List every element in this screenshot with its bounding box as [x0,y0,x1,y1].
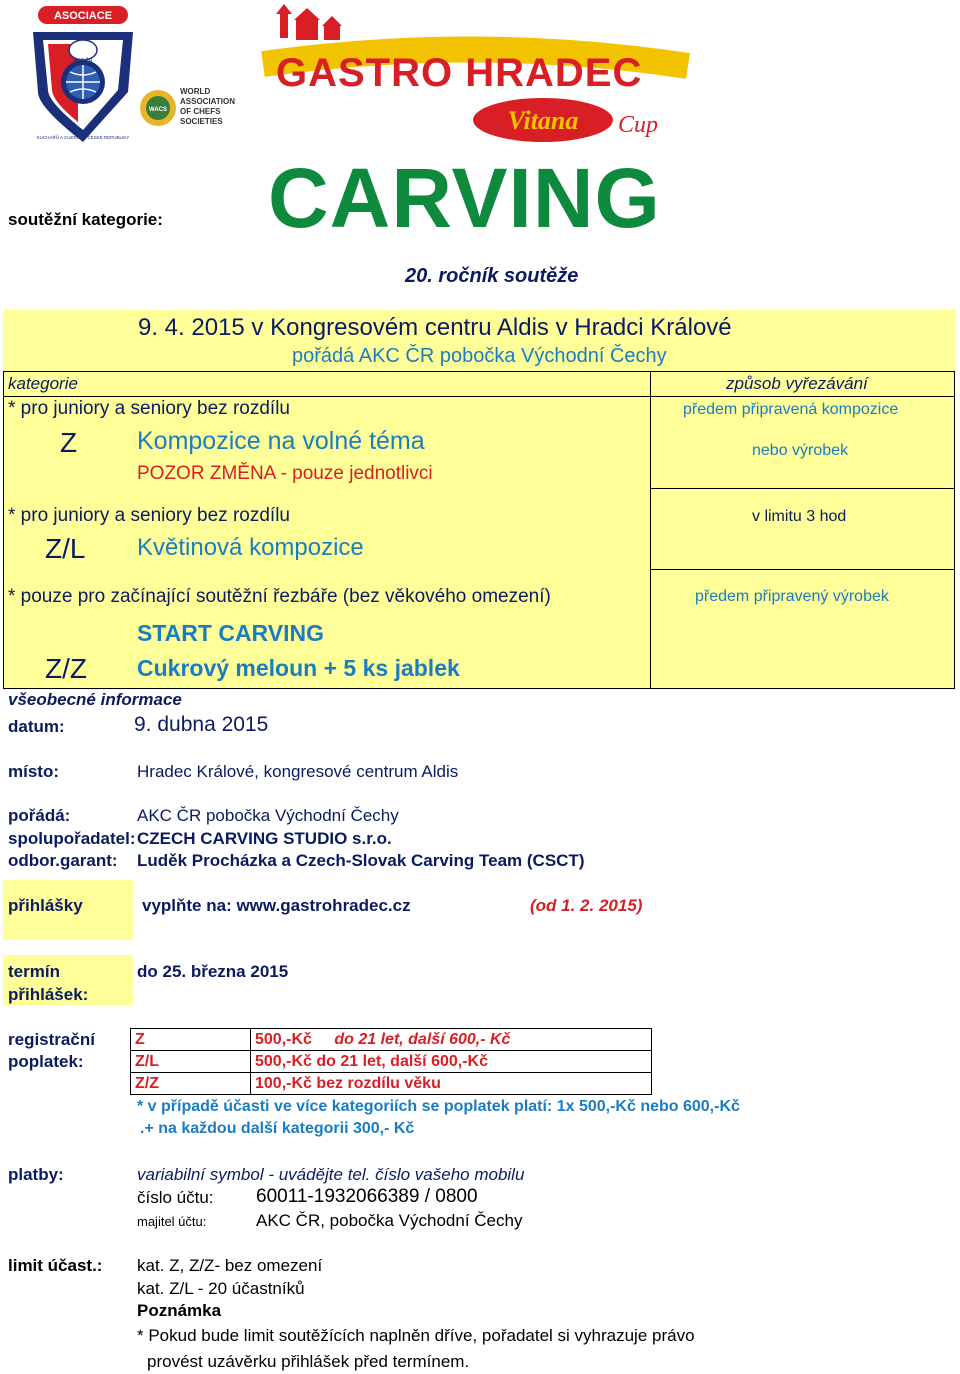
organizer-line: pořádá AKC ČR pobočka Východní Čechy [292,345,667,367]
column-header-method: způsob vyřezávání [726,374,868,393]
row-z-note: POZOR ZMĚNA - pouze jednotlivci [137,463,433,484]
place-label: místo: [8,762,59,781]
page-title: CARVING [268,151,661,245]
owner-label: majitel účtu: [137,1214,207,1229]
category-label: soutěžní kategorie: [8,210,163,229]
wacs-name-2: ASSOCIATION [180,97,235,106]
guarantor-value: Luděk Procházka a Czech-Slovak Carving Team (CSCT) [137,851,585,870]
fee-note-2: .+ na každou další kategorii 300,- Kč [140,1120,415,1137]
payment-label: platby: [8,1165,64,1184]
deadline-label-1: termín [8,962,60,981]
fee-label-1: registrační [8,1030,95,1049]
wacs-name-3: OF CHEFS [180,107,221,116]
row-z-method-2: nebo výrobek [752,442,849,459]
organizer-value: AKC ČR pobočka Východní Čechy [137,806,399,825]
limit-2: kat. Z/L - 20 účastníků [137,1279,305,1298]
row-zl-code: Z/L [45,533,86,564]
note-2: provést uzávěrku přihlášek před termínem. [147,1352,470,1371]
date-label: datum: [8,717,65,736]
wacs-short-text: WACS [149,107,167,113]
fee-note-1: * v případě účasti ve více kategoriích se poplatek platí: 1x 500,-Kč nebo 600,-Kč [137,1098,740,1115]
row-zz-name-2: Cukrový meloun + 5 ks jablek [137,655,460,681]
coorganizer-value: CZECH CARVING STUDIO s.r.o. [137,829,392,848]
deadline-label-2: přihlášek: [8,985,89,1004]
fee-code: Z/Z [131,1073,251,1095]
guarantor-label: odbor.garant: [8,851,118,870]
limit-1: kat. Z, Z/Z- bez omezení [137,1256,323,1275]
cup-text: Cup [618,112,659,138]
row-z-intro: * pro juniory a seniory bez rozdílu [8,398,290,419]
wacs-logo [138,82,238,134]
applications-label: přihlášky [8,896,83,915]
fee-row [131,1073,652,1095]
edition-text: 20. ročník soutěže [405,265,579,287]
applications-from: (od 1. 2. 2015) [530,896,643,915]
gastro-logo-text: GASTRO HRADEC [276,51,643,95]
note-title: Poznámka [137,1301,222,1320]
row-zl-name: Květinová kompozice [137,534,364,561]
account-label: číslo účtu: [137,1188,214,1207]
place-value: Hradec Králové, kongresové centrum Aldis [137,762,459,781]
fee-amount [251,1029,652,1051]
row-z-code: Z [60,427,78,458]
row-z-method-1: předem připravená kompozice [683,401,899,418]
organizer-label: pořádá: [8,806,71,825]
akc-ring-text: KUCHAŘŮ A CUKRÁŘŮ ČESKÉ REPUBLIKY [36,135,130,140]
row-zz-intro: * pouze pro začínající soutěžní řezbáře (bez věkového omezení) [8,586,551,607]
row-z-name: Kompozice na volné téma [137,427,425,455]
deadline-value: do 25. března 2015 [137,962,289,981]
limit-label: limit účast.: [8,1256,103,1275]
fee-label-2: poplatek: [8,1052,84,1071]
row-zz-method-1: předem připravený výrobek [695,588,889,605]
account-value: 60011-1932066389 / 0800 [256,1186,478,1207]
akc-logo [18,2,148,144]
fee-amount: 100,-Kč bez rozdílu věku [251,1073,652,1095]
date-value: 9. dubna 2015 [134,713,269,736]
gastro-hradec-logo [258,4,698,144]
fee-amount: 500,-Kč do 21 let, další 600,-Kč [251,1051,652,1073]
row-zl-method-1: v limitu 3 hod [752,508,847,525]
note-1: * Pokud bude limit soutěžících naplněn dříve, pořadatel si vyhrazuje právo [137,1326,695,1345]
fee-code: Z [131,1029,251,1051]
wacs-name-4: SOCIETIES [180,117,223,126]
applications-link[interactable]: vyplňte na: www.gastrohradec.cz [142,896,411,915]
event-line: 9. 4. 2015 v Kongresovém centru Aldis v Hradci Králové [138,314,732,341]
info-section-title: všeobecné informace [8,690,182,709]
wacs-name-1: WORLD [180,87,211,96]
payment-vs: variabilní symbol - uvádějte tel. číslo vašeho mobilu [137,1165,525,1184]
fee-table [130,1028,652,1095]
row-zl-intro: * pro juniory a seniory bez rozdílu [8,505,290,526]
fee-row [131,1029,652,1051]
fee-amount-value: 500,-Kč [255,1030,312,1048]
akc-badge-text: AKC ČR [73,58,93,64]
fee-code: Z/L [131,1051,251,1073]
owner-value: AKC ČR, pobočka Východní Čechy [256,1211,523,1230]
row-zz-name-1: START CARVING [137,620,324,646]
coorganizer-label: spolupořadatel: [8,829,136,848]
fee-detail: do 21 let, další 600,- Kč [334,1030,511,1048]
akc-top-text: ASOCIACE [53,10,113,22]
column-header-category: kategorie [8,374,78,393]
row-zz-code: Z/Z [45,653,87,684]
fee-row [131,1051,652,1073]
vitana-text: Vitana [507,106,579,135]
method-row-2 [650,488,955,570]
